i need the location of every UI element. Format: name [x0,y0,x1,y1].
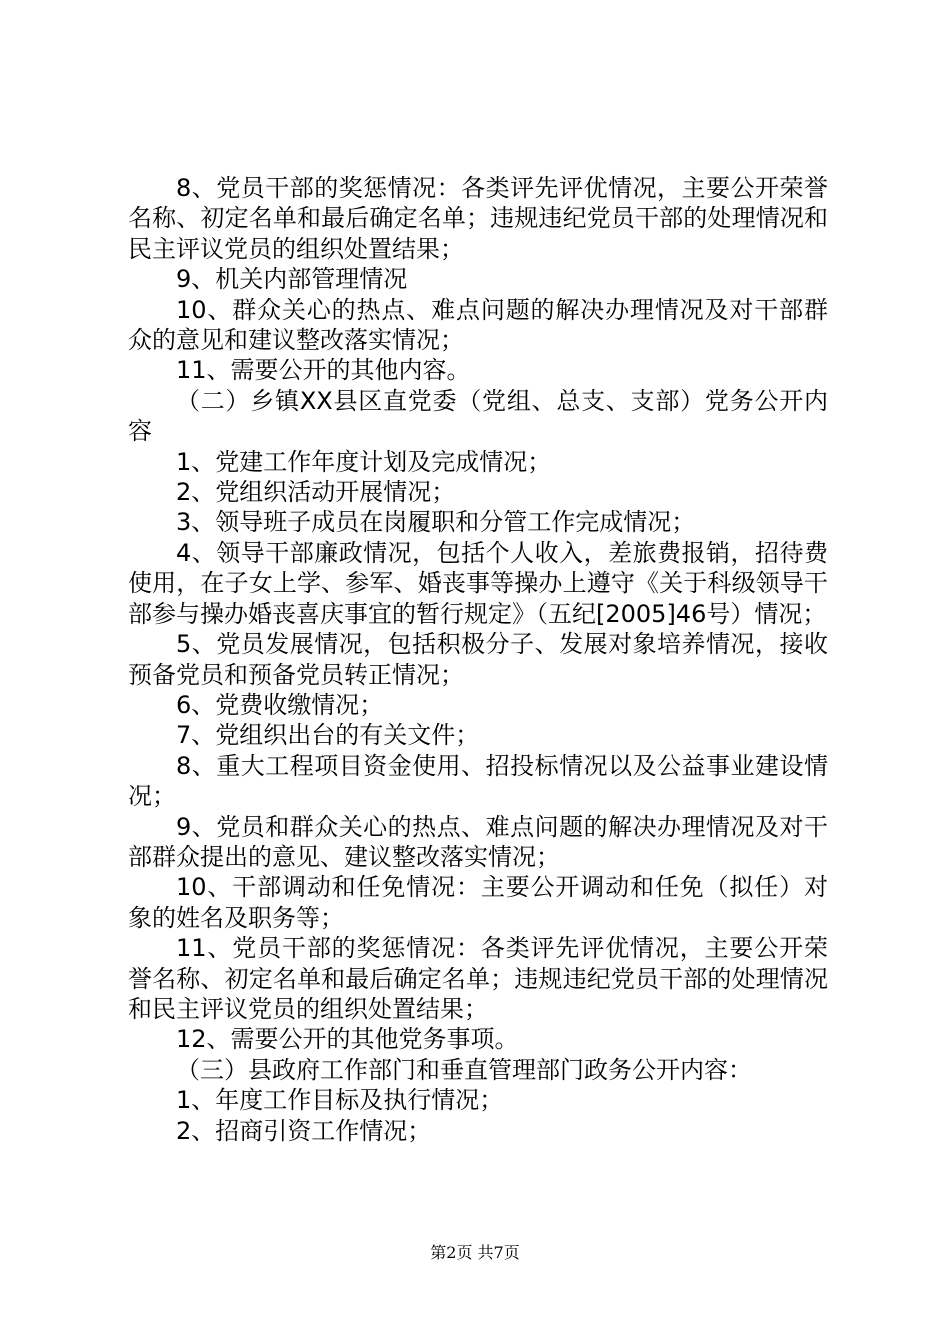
page-number-footer: 第2页 共7页 [430,1243,520,1262]
paragraph-item-2-activities: 2、党组织活动开展情况； [176,478,456,507]
section-heading-3: （三）县政府工作部门和垂直管理部门政务公开内容： [176,1055,752,1084]
paragraph-item-6-dues: 6、党费收缴情况； [176,690,384,719]
paragraph-item-10-hotspots: 10、群众关心的热点、难点问题的解决办理情况及对干部群众的意见和建议整改落实情况； [128,295,828,355]
paragraph-item-2-investment: 2、招商引资工作情况； [176,1116,432,1145]
paragraph-item-11-rewards: 11、党员干部的奖惩情况：各类评先评优情况，主要公开荣誉名称、初定名单和最后确定名单；违规违纪党员干部的处理情况和民主评议党员的组织处置结果； [128,934,828,1023]
paragraph-item-7-documents: 7、党组织出台的有关文件； [176,721,480,750]
paragraph-item-3-leadership: 3、领导班子成员在岗履职和分管工作完成情况； [176,508,696,537]
paragraph-item-4-integrity: 4、领导干部廉政情况，包括个人收入，差旅费报销，招待费使用，在子女上学、参军、婚丧事等操办上遵守《关于科级领导干部参与操办婚丧喜庆事宜的暂行规定》（五纪[2005]46号）情况； [128,538,828,628]
paragraph-item-8-rewards: 8、党员干部的奖惩情况：各类评先评优情况，主要公开荣誉名称、初定名单和最后确定名单；违规违纪党员干部的处理情况和民主评议党员的组织处置结果； [128,174,828,263]
paragraph-item-9-internal: 9、机关内部管理情况 [176,265,408,294]
paragraph-item-11-other: 11、需要公开的其他内容。 [176,356,471,385]
paragraph-item-1-goals: 1、年度工作目标及执行情况； [176,1086,504,1115]
paragraph-item-8-projects: 8、重大工程项目资金使用、招投标情况以及公益事业建设情况； [128,751,828,811]
paragraph-item-10-appointments: 10、干部调动和任免情况：主要公开调动和任免（拟任）对象的姓名及职务等； [128,873,828,932]
paragraph-item-9-concerns: 9、党员和群众关心的热点、难点问题的解决办理情况及对干部群众提出的意见、建议整改落实情况； [128,812,828,871]
section-heading-2: （二）乡镇XX县区直党委（党组、总支、支部）党务公开内容 [128,386,828,446]
paragraph-item-12-other: 12、需要公开的其他党务事项。 [176,1025,519,1054]
paragraph-item-1-plan: 1、党建工作年度计划及完成情况； [176,447,552,476]
paragraph-item-5-development: 5、党员发展情况，包括积极分子、发展对象培养情况，接收预备党员和预备党员转正情况； [128,630,828,689]
document-body [128,173,828,1146]
